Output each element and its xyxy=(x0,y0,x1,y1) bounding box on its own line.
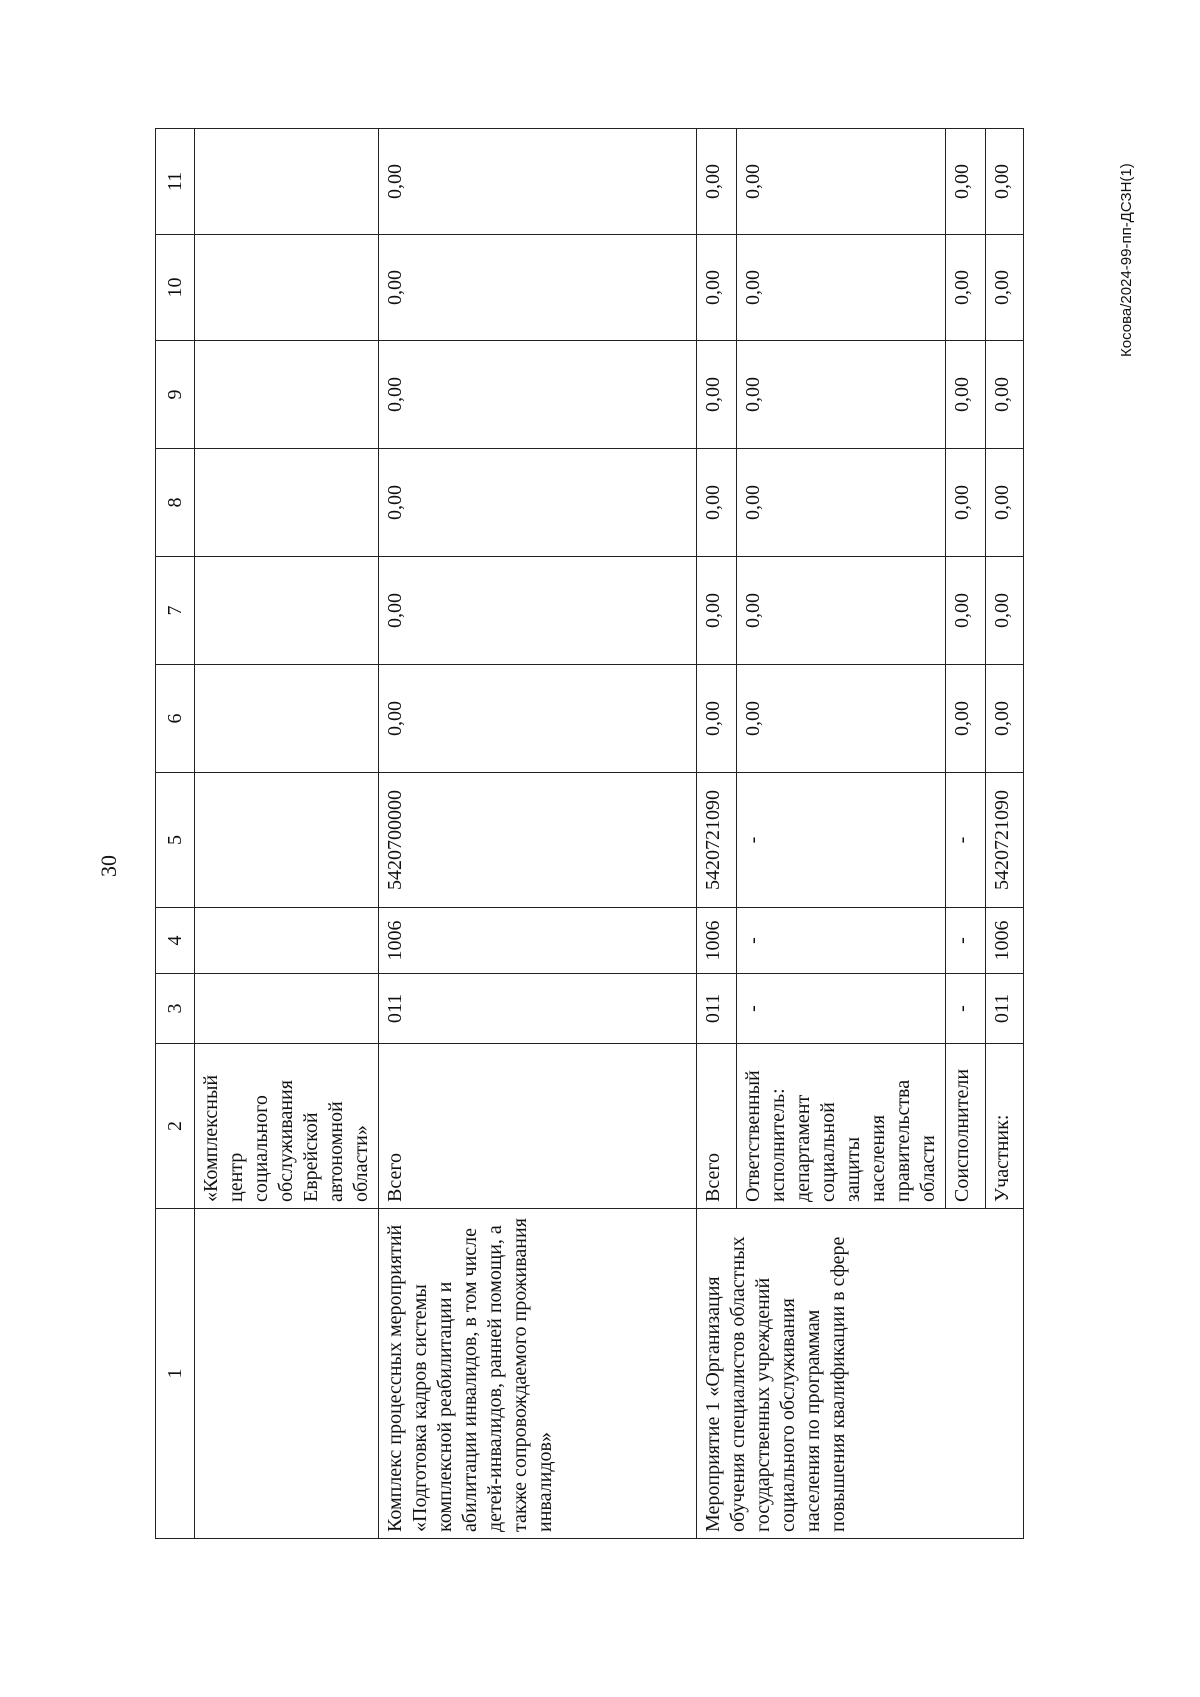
amount-cell: 0,00 xyxy=(379,341,697,449)
role-cell: Всего xyxy=(379,1044,697,1209)
amount-cell: 0,00 xyxy=(379,235,697,341)
header-cell: 1 xyxy=(156,1209,195,1539)
rzpr-cell: - xyxy=(737,908,946,974)
amount-cell: 0,00 xyxy=(946,557,986,665)
amount-cell: 0,00 xyxy=(697,235,737,341)
header-cell: 9 xyxy=(156,341,195,449)
header-cell: 7 xyxy=(156,557,195,665)
document-code: Косова/2024-99-пп-ДСЗН(1) xyxy=(1118,163,1135,357)
csr-cell: 5420721090 xyxy=(697,773,737,908)
amount-cell: 0,00 xyxy=(986,665,1024,773)
csr-cell: 5420721090 xyxy=(986,773,1024,908)
amount-cell: 0,00 xyxy=(737,341,946,449)
amount-cell: 0,00 xyxy=(697,341,737,449)
csr-cell xyxy=(195,773,379,908)
amount-cell: 0,00 xyxy=(986,341,1024,449)
csr-cell: - xyxy=(946,773,986,908)
amount-cell: 0,00 xyxy=(737,665,946,773)
amount-cell: 0,00 xyxy=(737,235,946,341)
rzpr-cell: 1006 xyxy=(986,908,1024,974)
budget-table xyxy=(155,128,1024,1539)
role-cell: «Комплексный центр социального обслуживания Еврейской автономной области» xyxy=(195,1044,379,1209)
amount-cell xyxy=(195,341,379,449)
table-row xyxy=(195,129,379,1539)
program-name-cell: Мероприятие 1 «Организация обучения специалистов областных государственных учреждений социального обслуживания населения по программам повышения квалификации в сфере xyxy=(697,1209,1024,1539)
rzpr-cell: - xyxy=(946,908,986,974)
amount-cell xyxy=(195,235,379,341)
amount-cell xyxy=(195,665,379,773)
table-row xyxy=(379,129,697,1539)
header-cell: 10 xyxy=(156,235,195,341)
amount-cell: 0,00 xyxy=(986,129,1024,235)
amount-cell: 0,00 xyxy=(379,557,697,665)
amount-cell: 0,00 xyxy=(946,235,986,341)
csr-cell: 5420700000 xyxy=(379,773,697,908)
table-header-row xyxy=(156,129,195,1539)
role-cell: Соисполнители xyxy=(946,1044,986,1209)
rzpr-cell xyxy=(195,908,379,974)
role-cell: Ответственный исполнитель: департамент социальной защиты населения правительства области xyxy=(737,1044,946,1209)
amount-cell: 0,00 xyxy=(946,449,986,557)
amount-cell: 0,00 xyxy=(697,557,737,665)
grbs-cell: - xyxy=(946,974,986,1044)
amount-cell: 0,00 xyxy=(697,665,737,773)
grbs-cell: 011 xyxy=(986,974,1024,1044)
header-cell: 11 xyxy=(156,129,195,235)
header-cell: 2 xyxy=(156,1044,195,1209)
amount-cell: 0,00 xyxy=(737,449,946,557)
header-cell: 6 xyxy=(156,665,195,773)
rzpr-cell: 1006 xyxy=(379,908,697,974)
amount-cell xyxy=(195,557,379,665)
amount-cell: 0,00 xyxy=(986,557,1024,665)
program-name-cell xyxy=(195,1209,379,1539)
header-cell: 4 xyxy=(156,908,195,974)
amount-cell: 0,00 xyxy=(379,449,697,557)
program-name-cell: Комплекс процессных мероприятий «Подготовка кадров системы комплексной реабилитации и абилитации инвалидов, в том числе детей-инвалидов, ранней помощи, а также сопровождаемого проживания инвалидов» xyxy=(379,1209,697,1539)
amount-cell: 0,00 xyxy=(379,129,697,235)
amount-cell xyxy=(195,449,379,557)
amount-cell: 0,00 xyxy=(946,129,986,235)
grbs-cell: 011 xyxy=(697,974,737,1044)
grbs-cell xyxy=(195,974,379,1044)
header-cell: 3 xyxy=(156,974,195,1044)
amount-cell: 0,00 xyxy=(946,341,986,449)
amount-cell: 0,00 xyxy=(697,129,737,235)
amount-cell xyxy=(195,129,379,235)
table-row xyxy=(697,129,737,1539)
grbs-cell: - xyxy=(737,974,946,1044)
header-cell: 8 xyxy=(156,449,195,557)
amount-cell: 0,00 xyxy=(379,665,697,773)
csr-cell: - xyxy=(737,773,946,908)
rzpr-cell: 1006 xyxy=(697,908,737,974)
role-cell: Участник: xyxy=(986,1044,1024,1209)
amount-cell: 0,00 xyxy=(697,449,737,557)
amount-cell: 0,00 xyxy=(946,665,986,773)
amount-cell: 0,00 xyxy=(986,235,1024,341)
page-number: 30 xyxy=(96,855,121,877)
header-cell: 5 xyxy=(156,773,195,908)
grbs-cell: 011 xyxy=(379,974,697,1044)
amount-cell: 0,00 xyxy=(737,557,946,665)
role-cell: Всего xyxy=(697,1044,737,1209)
amount-cell: 0,00 xyxy=(737,129,946,235)
amount-cell: 0,00 xyxy=(986,449,1024,557)
